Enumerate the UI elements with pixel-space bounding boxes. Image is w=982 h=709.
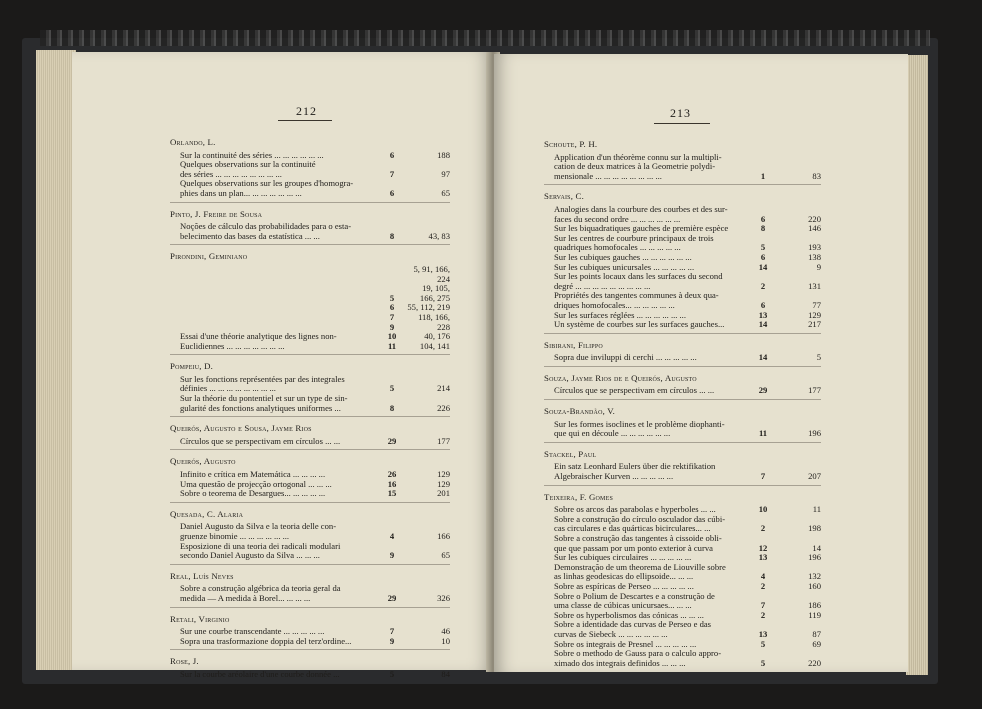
section-divider xyxy=(170,649,450,650)
page-reference: 198 xyxy=(808,523,821,534)
entry-title: Sopra una trasformazione doppia del terz'ordine... xyxy=(180,635,352,646)
volume-number: 8 xyxy=(389,402,395,413)
page-reference: 132 xyxy=(808,571,821,582)
section-divider xyxy=(170,607,450,608)
entry-title: Infinito e crítica em Matemática ... ... ... ... xyxy=(180,469,326,480)
page-reference: 65 xyxy=(441,550,450,561)
page-reference: 196 xyxy=(808,428,821,439)
page-number: 212 xyxy=(296,104,317,118)
section-divider xyxy=(544,399,821,400)
volume-number: 7 xyxy=(760,471,766,482)
entry-title: Propriétés des tangentes communes à deux qua- driques homofocales... ... ... ... ... ... xyxy=(554,290,719,310)
volume-number: 14 xyxy=(758,352,768,363)
entry-title: Sobre o Polium de Descartes e a construção de uma classe de cúbicas unicursaes... ... ... xyxy=(554,590,715,611)
page-reference: 129 xyxy=(437,469,450,480)
index-entry xyxy=(170,394,450,413)
volume-number: 7 xyxy=(760,600,766,611)
author-name: Orlando, L. xyxy=(170,137,216,147)
entry-title: Sobre a construção das tangentes à cissoide obli- que que passam por um ponto exterior à curva xyxy=(554,533,722,553)
index-entry xyxy=(544,353,821,363)
cover-top-edge xyxy=(40,30,930,46)
volume-number: 4 xyxy=(389,531,395,541)
volume-number: 6 xyxy=(389,187,395,198)
index-entry xyxy=(544,291,821,310)
volume-number: 2 xyxy=(760,280,766,291)
page-stack-left xyxy=(36,50,76,670)
page-reference: 207 xyxy=(808,471,821,482)
page-reference: 196 xyxy=(808,552,821,563)
author-name: Schoute, P. H. xyxy=(544,139,598,149)
entry-title: Sur une courbe transcendante ... ... ... ... ... xyxy=(180,626,325,637)
section-divider xyxy=(544,485,821,486)
volume-number: 10 xyxy=(758,504,768,515)
page-reference: 193 xyxy=(808,242,821,253)
entry-title: Sobre os arcos das parabolas e hyperboles ... ... xyxy=(554,504,716,515)
index-entry xyxy=(544,420,821,439)
author-name: Souza, Jayme Rios de e Queirós, Augusto xyxy=(544,372,697,383)
volume-number: 29 xyxy=(758,385,768,396)
entry-title: Círculos que se perspectivam em círculos ... ... xyxy=(554,385,715,396)
page-reference: 119 xyxy=(808,609,821,620)
volume-number: 5 xyxy=(760,657,766,668)
page-reference: 9 xyxy=(816,261,821,272)
entry-title: Sur les biquadratiques gauches de première espèce xyxy=(554,223,729,234)
index-entry xyxy=(544,515,821,534)
section-divider xyxy=(170,202,450,203)
author-name: Souza-Brandão, V. xyxy=(544,406,616,417)
volume-number: 6 xyxy=(389,149,395,160)
index-entry xyxy=(544,462,821,481)
index-entry xyxy=(170,222,450,241)
page-reference: 46 xyxy=(441,626,450,637)
page-reference: 186 xyxy=(808,600,821,611)
header-rule xyxy=(278,120,332,121)
page-reference: 43, 83 xyxy=(428,230,450,241)
page-reference: 138 xyxy=(808,251,821,262)
volume-number: 11 xyxy=(758,428,768,439)
page-reference: 83 xyxy=(812,170,821,181)
page-reference: 188 xyxy=(437,149,450,160)
index-entry xyxy=(170,160,450,179)
entry-title: Sobre a identidade das curvas de Perseo e das curvas de Siebeck ... ... ... ... ... ... xyxy=(554,619,712,639)
page-stack-right xyxy=(906,55,928,675)
author-name: Queirós, Augusto xyxy=(170,456,236,467)
volume-number: 9 xyxy=(389,550,395,561)
entry-title: Sobre os hyperbolismos das cónicas ... ... ... xyxy=(554,609,704,620)
author-name: Sibirani, Filippo xyxy=(544,339,603,350)
section-divider xyxy=(170,449,450,450)
page-reference: 177 xyxy=(437,435,450,446)
volume-number: 14 xyxy=(758,319,768,330)
section-divider xyxy=(170,564,450,565)
entry-title: Sur les surfaces réglées ... ... ... ... ... ... xyxy=(554,309,686,320)
author-name: Pompeiu, D. xyxy=(170,361,214,372)
entry-title: Sur la courbe aréolaire d'une courbe donnée ... xyxy=(180,668,340,679)
section-divider xyxy=(544,366,821,367)
entry-title: Sur la continuité des séries ... ... ... ... ... ... xyxy=(180,149,324,160)
index-entry xyxy=(544,592,821,611)
volume-number: 5 xyxy=(760,638,766,649)
page-reference: 69 xyxy=(812,638,821,649)
page-reference: 201 xyxy=(437,488,450,499)
volume-number: 14 xyxy=(758,261,768,272)
volume-number: 8 xyxy=(760,223,766,234)
entry-title: Sopra due inviluppi di cerchi ... ... ... ... ... xyxy=(554,352,697,363)
index-entry xyxy=(544,153,821,182)
page-reference: 87 xyxy=(812,628,821,639)
right-page xyxy=(494,54,908,672)
section-divider xyxy=(544,184,821,185)
header-rule xyxy=(654,123,710,124)
index-entry xyxy=(170,522,450,541)
volume-number: 16 xyxy=(387,478,397,489)
page-reference: 226 xyxy=(437,402,450,413)
volume-number: 5 6 7 9 10 11 xyxy=(387,292,397,351)
section-divider xyxy=(170,416,450,417)
page-reference: 129 xyxy=(437,478,450,489)
volume-number: 12 xyxy=(758,542,768,553)
page-reference: 166 xyxy=(437,531,450,541)
entry-title: Demonstração de um theorema de Liouville sobre as linhas geodesicas do ellipsoide... ... ... xyxy=(554,561,726,582)
volume-number: 26 xyxy=(387,469,397,480)
volume-number: 5 xyxy=(760,242,766,253)
index-entry xyxy=(170,542,450,561)
page-reference: 326 xyxy=(437,592,450,603)
page-reference: 10 xyxy=(441,635,450,646)
entry-title: Sur les points locaux dans les surfaces du second degré ... ... ... ... ... ... ... ... ... xyxy=(554,271,723,291)
index-column xyxy=(544,140,821,668)
index-entry xyxy=(544,234,821,253)
index-entry xyxy=(170,375,450,394)
index-entry xyxy=(170,584,450,603)
index-entry xyxy=(544,563,821,582)
index-entry xyxy=(544,386,821,396)
volume-number: 5 xyxy=(389,383,395,394)
page-reference: 214 xyxy=(437,383,450,394)
index-entry xyxy=(544,205,821,224)
section-divider xyxy=(544,333,821,334)
entry-title: Quelques observations sur les groupes d'homogra- phies dans un plan... ... ... ... ... ... ... xyxy=(180,178,354,198)
page-reference: 131 xyxy=(808,280,821,291)
page-reference: 65 xyxy=(441,187,450,198)
volume-number: 5 xyxy=(389,668,395,679)
entry-title: Un système de courbes sur les surfaces gauches... xyxy=(554,319,725,330)
entry-title: Application d'un théorème connu sur la multipli- cation de deux matrices à la Geometrie polydi- mensionale ... ... ... ... ... ... ... ... xyxy=(554,151,722,181)
index-column xyxy=(170,138,450,680)
volume-number: 29 xyxy=(387,435,397,446)
volume-number: 13 xyxy=(758,628,768,639)
volume-number: 15 xyxy=(387,488,397,499)
page-reference: 14 xyxy=(812,542,821,553)
page-reference: 97 xyxy=(441,168,450,179)
index-entry xyxy=(170,265,450,351)
volume-number: 8 xyxy=(389,230,395,241)
volume-number: 6 xyxy=(760,213,766,224)
page-reference: 5 xyxy=(816,352,821,363)
entry-title: Noções de cálculo das probabilidades para o esta- belecimento das bases da estatística ... ... xyxy=(180,221,352,241)
volume-number: 4 xyxy=(760,571,766,582)
entry-title: Quelques observations sur la continuité des séries ... ... ... ... ... ... ... ... xyxy=(180,159,316,179)
index-entry xyxy=(170,179,450,198)
page-number: 213 xyxy=(670,106,691,120)
author-name: Quesada, C. Alaria xyxy=(170,508,244,519)
entry-title: Sur les cubiques gauches ... ... ... ... ... ... xyxy=(554,251,692,262)
author-name: Stackel, Paul xyxy=(544,448,597,459)
entry-title: Uma questão de projecção ortogonal ... ... ... xyxy=(180,478,332,489)
entry-title: Sur les cubiques circulaires ... ... ... ... ... xyxy=(554,552,692,563)
volume-number: 2 xyxy=(760,580,766,591)
volume-number: 13 xyxy=(758,552,768,563)
page-reference: 11 xyxy=(812,504,821,515)
index-entry xyxy=(544,620,821,639)
page-reference: 220 xyxy=(808,213,821,224)
page-reference: 160 xyxy=(808,580,821,591)
author-name: Pirondini, Geminiano xyxy=(170,251,248,262)
volume-number: 9 xyxy=(389,635,395,646)
section-divider xyxy=(170,244,450,245)
entry-title: Sobre as espíricas de Perseo ... ... ... ... ... xyxy=(554,580,694,591)
entry-title: Sur les cubiques unicursales ... ... ... ... ... xyxy=(554,261,695,272)
page-reference: 146 xyxy=(808,223,821,234)
author-name: Servais, C. xyxy=(544,191,584,202)
page-reference: 177 xyxy=(808,385,821,396)
index-entry xyxy=(544,649,821,668)
entry-title: Sur les formes isoclines et le problème diophanti- que qui en découle ... ... ... ... ... ... xyxy=(554,418,725,439)
entry-title: Sur la théorie du pontentiel et sur un type de sin- gularité des fonctions analytiques uniformes ... xyxy=(180,393,348,413)
entry-title: Sobre o teorema de Desargues... ... ... ... ... xyxy=(180,488,326,499)
entry-title: Sur les fonctions représentées par des integrales définies ... ... ... ... ... ... ... ... xyxy=(180,373,345,394)
author-name: Queirós, Augusto e Sousa, Jayme Rios xyxy=(170,423,312,434)
entry-title: Daniel Augusto da Silva e la teoria delle con- gruenze binomie ... ... ... ... ... ... xyxy=(180,521,337,541)
volume-number: 1 xyxy=(760,170,766,181)
author-name: Real, Luís Neves xyxy=(170,570,234,581)
index-entry xyxy=(170,637,450,647)
page-reference: 84 xyxy=(441,668,450,679)
index-entry xyxy=(170,489,450,499)
entry-title: Analogies dans la courbure des courbes et des sur- faces du second ordre ... ... ... ... ... ... xyxy=(554,203,728,224)
entry-title: Sobre os integrais de Presnel ... ... ... ... ... xyxy=(554,638,697,649)
volume-number: 13 xyxy=(758,309,768,320)
left-page xyxy=(72,52,492,679)
author-name: Rose, J. xyxy=(170,656,199,667)
volume-number: 2 xyxy=(760,609,766,620)
volume-number: 2 xyxy=(760,523,766,534)
volume-number: 29 xyxy=(387,592,397,603)
page-reference: 5, 91, 166, 224 19, 105, 166, 275 55, 112, 219 118, 166, 228 40, 176 104, 141 xyxy=(407,263,450,351)
index-entry xyxy=(544,320,821,330)
page-reference: 129 xyxy=(808,309,821,320)
page-reference: 77 xyxy=(812,299,821,310)
volume-number: 7 xyxy=(389,168,395,179)
index-entry xyxy=(170,437,450,447)
volume-number: 7 xyxy=(389,626,395,637)
entry-title: Ein satz Leonhard Eulers über die rektifikation Algebraischer Kurven ... ... ... ... ... xyxy=(554,461,716,482)
page-reference: 220 xyxy=(808,657,821,668)
entry-title: Sobre o methodo de Gauss para o calculo appro- ximado dos integrais definidos ... ... ... xyxy=(554,648,722,668)
entry-title: Esposizione di una teoria dei radicali modulari secondo Daniel Augusto da Silva ... ... ... xyxy=(180,540,341,561)
volume-number: 6 xyxy=(760,251,766,262)
author-name: Retali, Virginio xyxy=(170,613,230,624)
author-name: Pinto, J. Freire de Sousa xyxy=(170,208,263,219)
author-name: Teixeira, F. Gomes xyxy=(544,491,613,502)
section-divider xyxy=(170,502,450,503)
section-divider xyxy=(544,442,821,443)
volume-number: 6 xyxy=(760,299,766,310)
entry-title: Sobre a construção do círculo osculador das cúbi- cas circulares e das quárticas bicirculares... ... xyxy=(554,513,726,534)
entry-title: Sobre a construção algébrica da teoria geral da medida — A medida à Borel... ... ... ... xyxy=(180,583,341,603)
entry-title: Sur les centres de courbure principaux de trois quadriques homofocales ... ... ... ... ... xyxy=(554,232,714,253)
index-entry xyxy=(170,670,450,680)
page-reference: 217 xyxy=(808,319,821,330)
index-entry xyxy=(544,272,821,291)
index-entry xyxy=(544,534,821,553)
entry-title: Essai d'une théorie analytique des lignes non- Euclidiennes ... ... ... ... ... ... ... xyxy=(180,331,337,351)
entry-title: Círculos que se perspectivam em círculos ... ... xyxy=(180,435,341,446)
section-divider xyxy=(170,354,450,355)
